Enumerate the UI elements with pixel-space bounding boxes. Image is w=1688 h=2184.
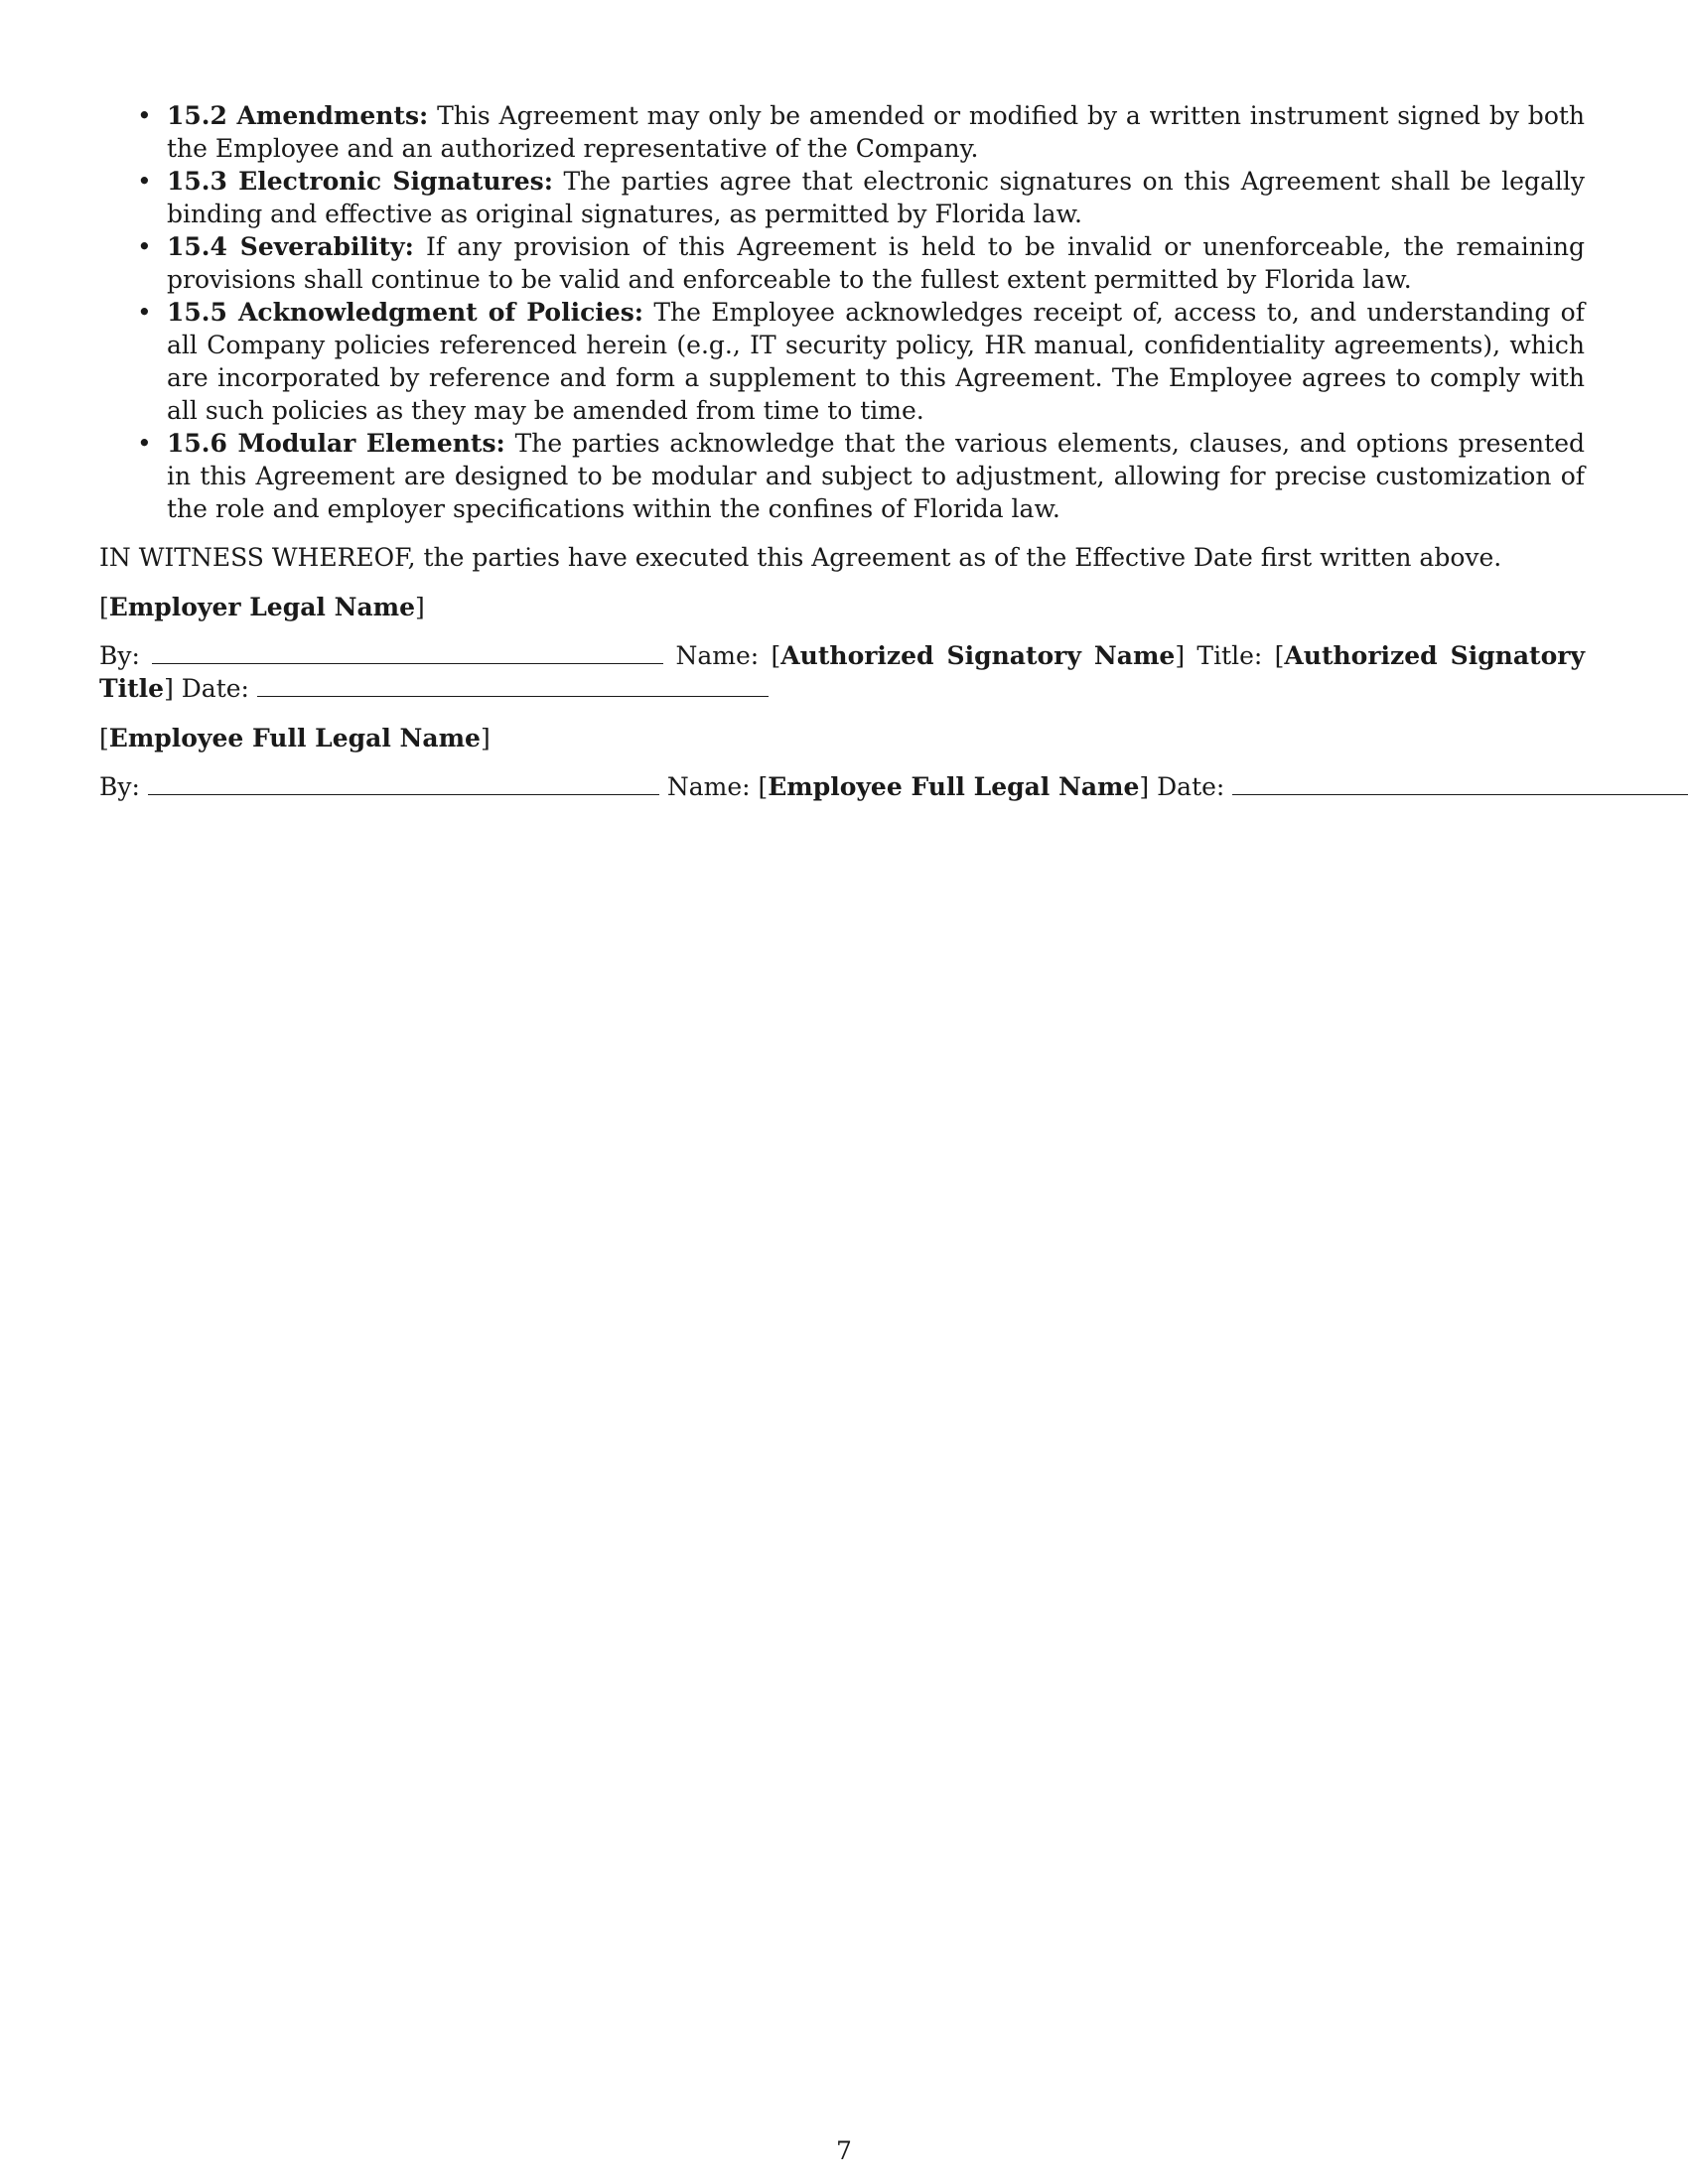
employee-party-name: [Employee Full Legal Name]	[99, 724, 491, 752]
witness-statement: IN WITNESS WHEREOF, the parties have executed this Agreement as of the Effective Date first written above.	[99, 543, 1502, 572]
employee-signature-line[interactable]	[148, 772, 659, 795]
clause-item	[99, 296, 1585, 427]
bullet-icon: •	[137, 101, 152, 130]
employee-date-line[interactable]	[1232, 772, 1688, 795]
employer-name-label: Name:	[675, 641, 760, 670]
employer-signature-block: By: Name: [Authorized Signatory Name] Title: [Authorized Signatory Title] Date:	[99, 641, 1585, 703]
employer-signatory-title: Authorized Signatory Title	[99, 641, 1585, 703]
employer-date-label: Date:	[181, 674, 249, 703]
employee-by-label: By:	[99, 772, 140, 801]
page-content	[99, 99, 1585, 803]
employer-title-label: Title:	[1196, 641, 1263, 670]
clause-list	[99, 99, 1585, 525]
employee-signature-block: By: Name: [Employee Full Legal Name] Date:	[99, 770, 1585, 803]
clause-text: The parties acknowledge that the various elements, clauses, and options presented in this Agreement are designed to be modular and subject to adjustment, allowing for precise customization of the role and employer specifications within the confines of Florida law.	[167, 429, 1585, 523]
bullet-icon: •	[137, 429, 152, 458]
bullet-icon: •	[137, 232, 152, 261]
clause-label: 15.4 Severability:	[167, 232, 414, 261]
clause-label: 15.2 Amendments:	[167, 101, 429, 130]
clause-label: 15.6 Modular Elements:	[167, 429, 505, 458]
employee-name-text: Employee Full Legal Name	[108, 724, 481, 752]
employee-date-label: Date:	[1157, 772, 1225, 801]
employer-by-label: By:	[99, 641, 140, 670]
employer-signatory-name: Authorized Signatory Name	[780, 641, 1176, 670]
clause-label: 15.5 Acknowledgment of Policies:	[167, 298, 643, 327]
clause-text: This Agreement may only be amended or modified by a written instrument signed by both the Employee and an authorized representative of the Company.	[167, 101, 1586, 163]
clause-item	[99, 230, 1585, 296]
employer-date-line[interactable]	[257, 674, 769, 697]
clause-text: The parties agree that electronic signatures on this Agreement shall be legally binding and effective as original signatures, as permitted by Florida law.	[167, 167, 1585, 228]
employee-signatory-name: Employee Full Legal Name	[768, 772, 1140, 801]
clause-item	[99, 427, 1585, 525]
employer-signature-line[interactable]	[152, 641, 663, 664]
employee-name-label: Name:	[666, 772, 751, 801]
clause-label: 15.3 Electronic Signatures:	[167, 167, 553, 196]
bullet-icon: •	[137, 298, 152, 327]
clause-item	[99, 165, 1585, 230]
page-number: 7	[836, 2136, 852, 2165]
clause-text: The Employee acknowledges receipt of, access to, and understanding of all Company policies referenced herein (e.g., IT security policy, HR manual, confidentiality agreements), which are incorporated by reference and form a supplement to this Agreement. The Employee agrees to comply with all such policies as they may be amended from time to time.	[167, 298, 1585, 425]
clause-text: If any provision of this Agreement is held to be invalid or unenforceable, the remaining provisions shall continue to be valid and enforceable to the fullest extent permitted by Florida law.	[167, 232, 1585, 294]
clause-item	[99, 99, 1585, 165]
bullet-icon: •	[137, 167, 152, 196]
employer-name-text: Employer Legal Name	[108, 593, 416, 621]
employer-party-name: [Employer Legal Name]	[99, 593, 425, 621]
